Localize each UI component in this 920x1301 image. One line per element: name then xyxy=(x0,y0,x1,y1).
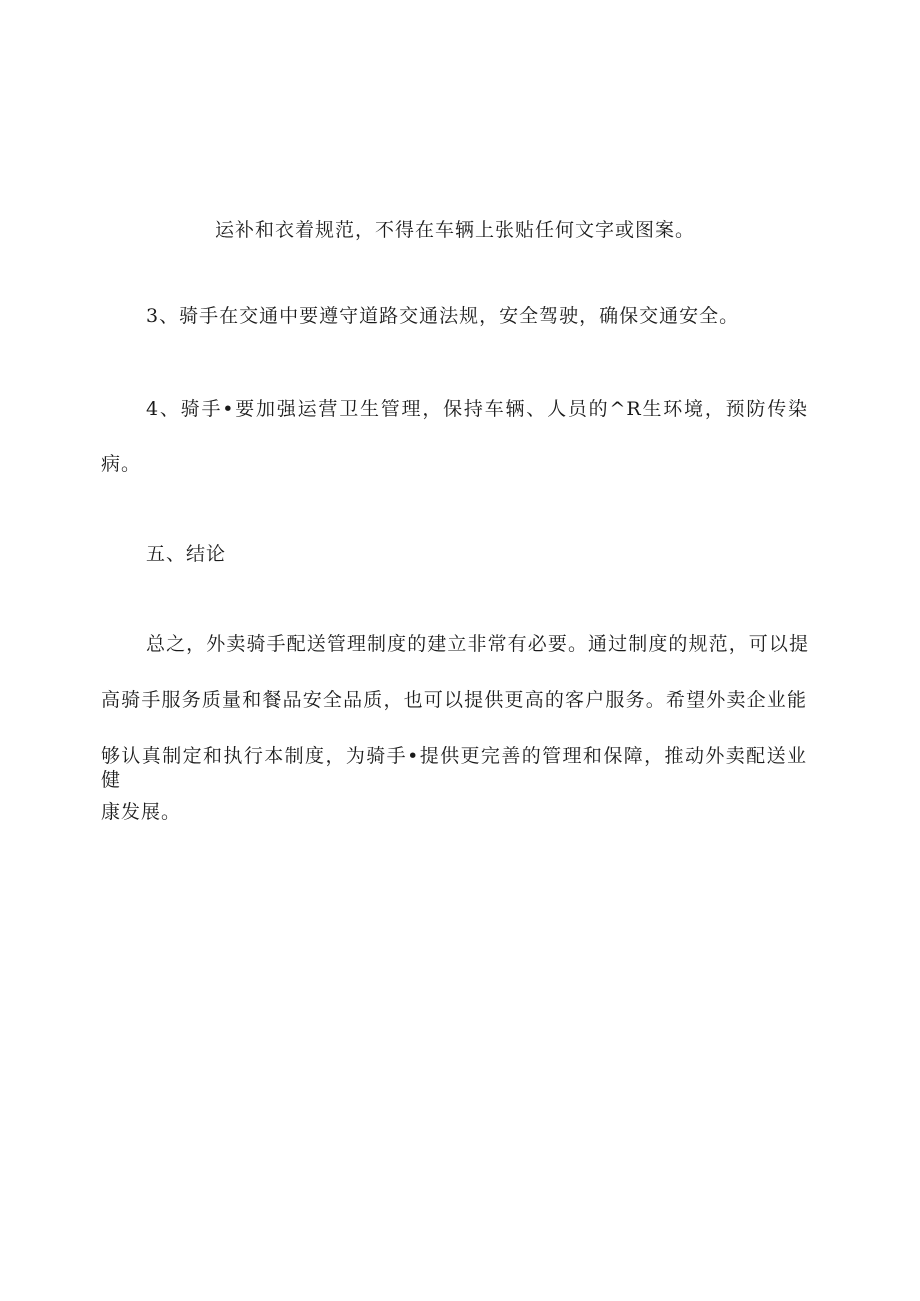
paragraph-line-9: 康发展。 xyxy=(101,801,182,823)
paragraph-line-8: 够认真制定和执行本制度，为骑手•提供更完善的管理和保障，推动外卖配送业健 xyxy=(101,745,807,791)
paragraph-line-1: 运补和衣着规范，不得在车辆上张贴任何文字或图案。 xyxy=(215,219,696,241)
section-heading: 五、结论 xyxy=(146,543,227,565)
paragraph-line-6: 总之，外卖骑手配送管理制度的建立非常有必要。通过制度的规范，可以提 xyxy=(146,633,809,655)
paragraph-line-2: 3、骑手在交通中要遵守道路交通法规，安全驾驶，确保交通安全。 xyxy=(146,305,740,327)
paragraph-line-3: 4、骑手•要加强运营卫生管理，保持车辆、人员的^R生环境，预防传染 xyxy=(146,398,808,420)
paragraph-line-7: 高骑手服务质量和餐品安全品质，也可以提供更高的客户服务。希望外卖企业能 xyxy=(101,689,807,711)
paragraph-line-4: 病。 xyxy=(101,453,142,475)
